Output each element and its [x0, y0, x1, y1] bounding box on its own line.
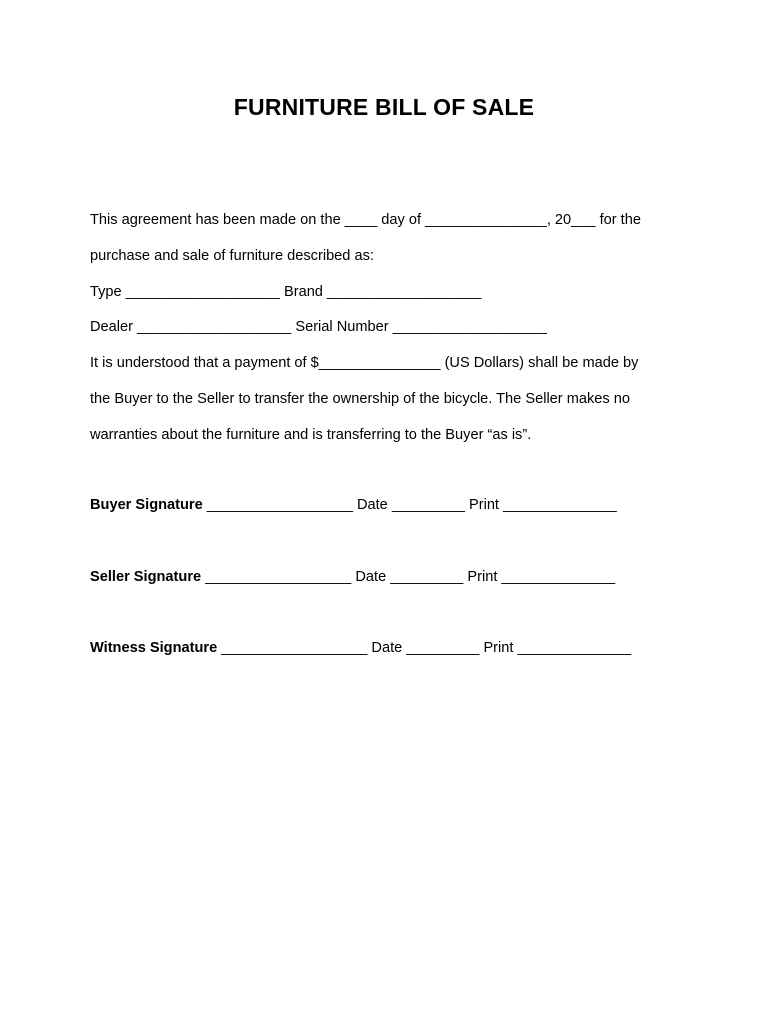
- seller-date-label: Date: [355, 569, 387, 585]
- type-brand-line: [90, 283, 481, 301]
- seller-date-field[interactable]: _________: [390, 569, 464, 585]
- buyer-print-field[interactable]: ______________: [503, 497, 617, 513]
- buyer-date-field[interactable]: _________: [391, 497, 465, 513]
- dealer-label: Dealer: [90, 319, 133, 335]
- buyer-date-label: Date: [356, 497, 388, 513]
- warranty-line: warranties about the furniture and is transferring to the Buyer “as is”.: [90, 427, 532, 443]
- serial-number-label: Serial Number: [295, 319, 389, 335]
- dealer-serial-line: [90, 318, 547, 336]
- buyer-signature-row: [90, 496, 617, 514]
- seller-signature-row: [90, 568, 615, 586]
- serial-number-field[interactable]: ___________________: [392, 319, 547, 335]
- witness-date-field[interactable]: _________: [406, 640, 480, 656]
- type-field[interactable]: ___________________: [125, 284, 280, 300]
- brand-field[interactable]: ___________________: [327, 284, 482, 300]
- furniture-description-line: purchase and sale of furniture described as:: [90, 248, 374, 264]
- seller-signature-field[interactable]: __________________: [205, 569, 352, 585]
- type-label: Type: [90, 284, 122, 300]
- ownership-transfer-line: the Buyer to the Seller to transfer the ownership of the bicycle. The Seller makes no: [90, 391, 630, 407]
- seller-print-label: Print: [467, 569, 498, 585]
- buyer-print-label: Print: [468, 497, 499, 513]
- brand-label: Brand: [283, 284, 323, 300]
- seller-print-field[interactable]: ______________: [501, 569, 616, 585]
- witness-print-label: Print: [483, 640, 514, 656]
- buyer-signature-label: Buyer Signature: [90, 497, 203, 513]
- witness-print-field[interactable]: ______________: [517, 640, 632, 656]
- witness-date-label: Date: [371, 640, 403, 656]
- witness-signature-label: Witness Signature: [90, 640, 218, 656]
- witness-signature-row: [90, 639, 631, 657]
- buyer-signature-field[interactable]: __________________: [206, 497, 353, 513]
- witness-signature-field[interactable]: __________________: [221, 640, 368, 656]
- agreement-date-line: This agreement has been made on the ____ day of _______________, 20___ for the: [90, 212, 641, 228]
- dealer-field[interactable]: ___________________: [137, 319, 292, 335]
- document-title: FURNITURE BILL OF SALE: [233, 94, 535, 120]
- payment-line: It is understood that a payment of $_______________ (US Dollars) shall be made by: [90, 355, 639, 371]
- seller-signature-label: Seller Signature: [90, 569, 202, 585]
